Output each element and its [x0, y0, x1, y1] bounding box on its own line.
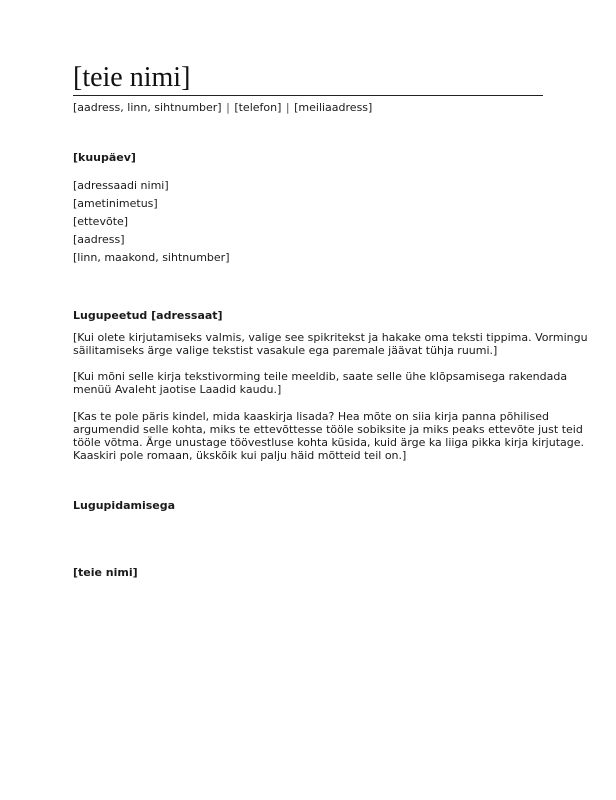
paragraph-line: säilitamiseks ärge valige tekstist vasakule ega paremale jäävat tühja ruumi.] [73, 344, 498, 357]
recipient-address[interactable]: [aadress] [73, 233, 125, 246]
heading-divider [73, 95, 543, 96]
paragraph-line: [Kas te pole päris kindel, mida kaaskirja lisada? Hea mõte on siia kirja panna põhilised [73, 410, 549, 423]
paragraph-line: Kaaskiri pole romaan, ükskõik kui palju häid mõtteid teil on.] [73, 449, 407, 462]
sender-contact-line [73, 101, 372, 115]
paragraph-line: [Kui olete kirjutamiseks valmis, valige see spikritekst ja hakake oma teksti tippima. Vormingu [73, 331, 588, 344]
paragraph-line: menüü Avaleht jaotise Laadid kaudu.] [73, 383, 282, 396]
paragraph-line: argumendid selle kohta, miks te ettevõttesse tööle sobiksite ja miks peaks ettevõte just teid [73, 423, 583, 436]
sender-phone[interactable]: [telefon] [234, 101, 282, 114]
salutation[interactable]: Lugupeetud [adressaat] [73, 309, 223, 322]
recipient-name[interactable]: [adressaadi nimi] [73, 179, 169, 192]
signature-name[interactable]: [teie nimi] [73, 566, 138, 579]
paragraph-line: tööle võtma. Ärge unustage töövestluse kohta küsida, kuid ärge ka liiga pikka kirja kirjutage. [73, 436, 584, 449]
letter-date[interactable]: [kuupäev] [73, 151, 136, 164]
closing[interactable]: Lugupidamisega [73, 499, 176, 512]
recipient-company[interactable]: [ettevõte] [73, 215, 129, 228]
sender-name-heading[interactable]: [teie nimi] [73, 62, 191, 93]
recipient-title[interactable]: [ametinimetus] [73, 197, 158, 210]
body-paragraph-3[interactable] [73, 410, 584, 462]
recipient-block [73, 179, 230, 269]
contact-separator: | [285, 101, 290, 114]
contact-separator: | [226, 101, 230, 114]
body-paragraph-1[interactable] [73, 331, 588, 357]
sender-email[interactable]: [meiliaadress] [294, 101, 373, 114]
paragraph-line: [Kui mõni selle kirja tekstivorming teile meeldib, saate selle ühe klõpsamisega rakendada [73, 370, 568, 383]
body-paragraph-2[interactable] [73, 370, 568, 396]
recipient-city[interactable]: [linn, maakond, sihtnumber] [73, 251, 230, 264]
sender-address[interactable]: [aadress, linn, sihtnumber] [73, 101, 222, 114]
